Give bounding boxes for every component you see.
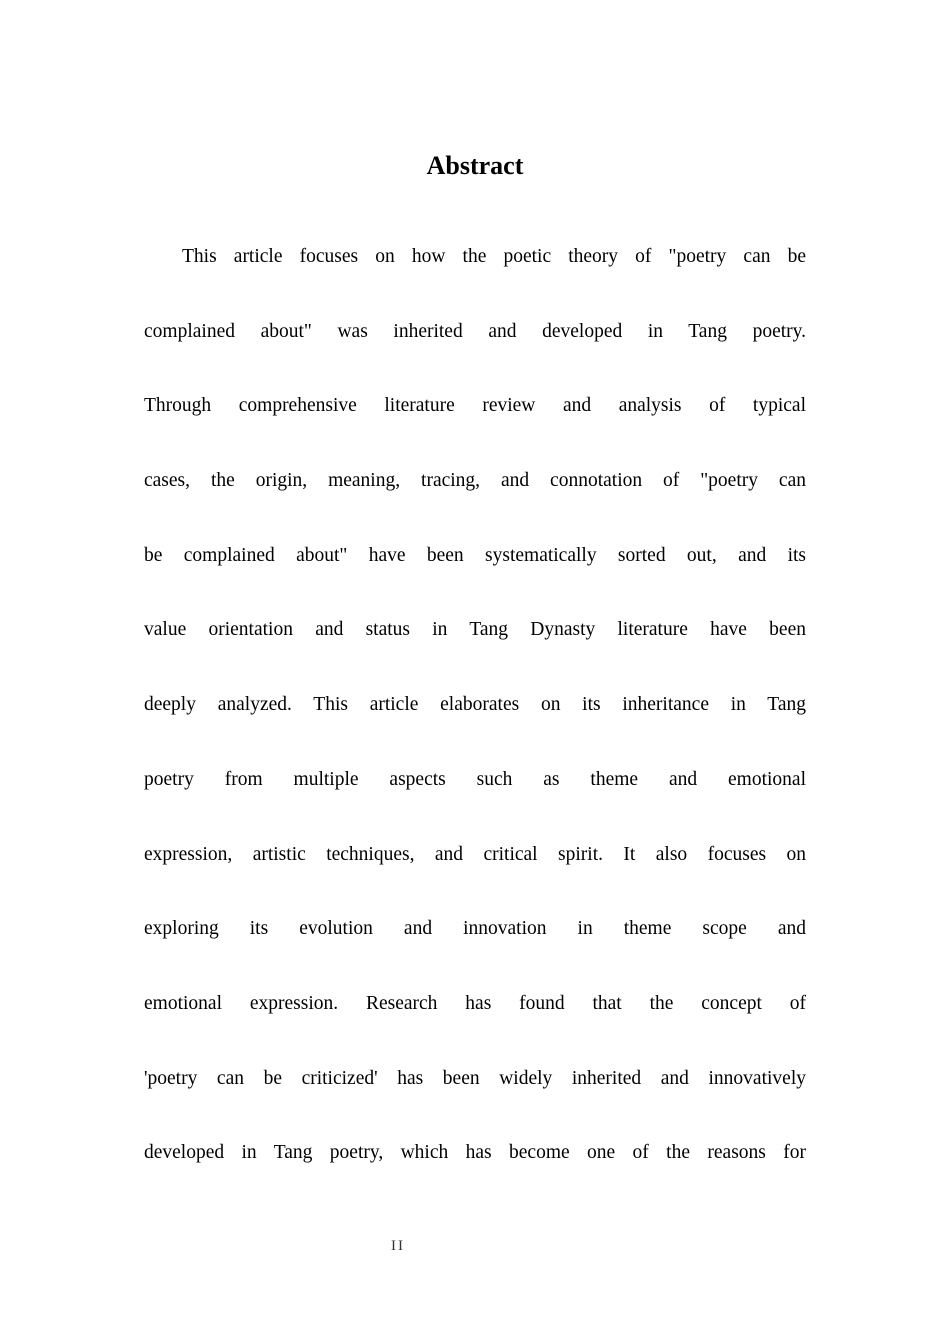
abstract-body	[144, 220, 806, 1191]
abstract-line: cases, the origin, meaning, tracing, and connotation of "poetry can	[144, 470, 806, 492]
page-number: II	[391, 1238, 405, 1254]
abstract-line: complained about" was inherited and developed in Tang poetry.	[144, 320, 806, 342]
abstract-line: expression, artistic techniques, and critical spirit. It also focuses on	[144, 843, 806, 865]
abstract-line: value orientation and status in Tang Dynasty literature have been	[144, 619, 806, 641]
abstract-line: be complained about" have been systematically sorted out, and its	[144, 544, 806, 566]
abstract-line: emotional expression. Research has found that the concept of	[144, 992, 806, 1014]
abstract-line: Through comprehensive literature review and analysis of typical	[144, 395, 806, 417]
abstract-title: Abstract	[426, 151, 524, 180]
abstract-line: poetry from multiple aspects such as theme and emotional	[144, 768, 806, 790]
abstract-line: exploring its evolution and innovation in theme scope and	[144, 918, 806, 940]
abstract-line: This article focuses on how the poetic theory of "poetry can be	[182, 246, 806, 267]
abstract-line: deeply analyzed. This article elaborates on its inheritance in Tang	[144, 694, 806, 716]
abstract-line: developed in Tang poetry, which has become one of the reasons for	[144, 1142, 806, 1164]
abstract-line: 'poetry can be criticized' has been widely inherited and innovatively	[144, 1067, 806, 1089]
